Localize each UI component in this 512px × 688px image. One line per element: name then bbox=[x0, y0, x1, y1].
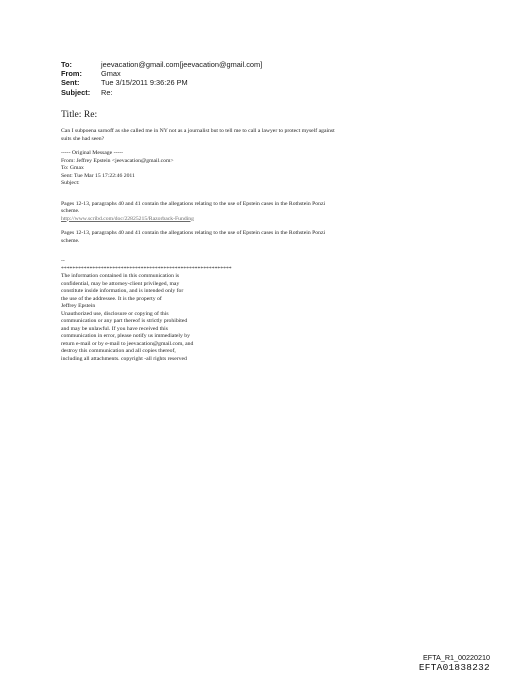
original-sent: Sent: Tue Mar 15 17:22:46 2011 bbox=[61, 172, 135, 179]
disclaimer-line: The information contained in this communication is bbox=[61, 273, 180, 279]
scribd-link[interactable]: http://www.scribd.com/doc/22825215/Razorback-Funding bbox=[61, 215, 194, 222]
disclaimer-line: confidential, may be attorney-client privileged, may bbox=[61, 280, 180, 287]
original-message-header: ----- Original Message ----- bbox=[61, 150, 124, 156]
signature-dash: -- bbox=[61, 258, 65, 264]
sent-label: Sent: bbox=[61, 78, 80, 88]
disclaimer-line: the use of the addressee. It is the property of bbox=[61, 295, 162, 302]
to-row bbox=[61, 60, 262, 69]
from-row bbox=[61, 69, 262, 78]
disclaimer-line: destroy this communication and all copies thereof, bbox=[61, 348, 176, 354]
sent-row bbox=[61, 78, 262, 87]
disclaimer-line: communication in error, please notify us immediately by bbox=[61, 333, 190, 339]
message-title: Title: Re: bbox=[61, 109, 98, 120]
star-divider: ************************************************************ bbox=[61, 265, 232, 272]
subject-label: Subject: bbox=[61, 87, 91, 97]
email-header bbox=[61, 60, 262, 97]
from-value: Gmax bbox=[101, 69, 121, 79]
disclaimer-line: constitute inside information, and is intended only for bbox=[61, 288, 184, 294]
disclaimer-line: including all attachments. copyright -all rights reserved bbox=[61, 355, 187, 362]
to-value: jeevacation@gmail.com[jeevacation@gmail.com] bbox=[101, 60, 263, 69]
question-line-1: Can I subpoena sarnoff as she called me in NY not as a journalist but to tell me to call a lawyer to protect myself against bbox=[61, 128, 335, 134]
disclaimer-line: return e-mail or by e-mail to jeevacation@gmail.com, and bbox=[61, 340, 194, 347]
original-subject: Subject: bbox=[61, 180, 80, 186]
allegation-text-2b: scheme. bbox=[61, 237, 80, 244]
from-label: From: bbox=[61, 69, 82, 79]
original-from: From: Jeffrey Epstein <jeevacation@gmail.com> bbox=[61, 157, 174, 164]
original-to: To: Gmax bbox=[61, 165, 84, 171]
allegation-text-2a: Pages 12-13, paragraphs 40 and 41 contain the allegations relating to the use of Epstein cases in the Rothstein Ponzi bbox=[61, 230, 326, 236]
disclaimer-line: Unauthorized use, disclosure or copying of this bbox=[61, 310, 169, 317]
to-label: To: bbox=[61, 60, 72, 69]
bates-number-2: EFTA01838232 bbox=[418, 662, 490, 673]
subject-value: Re: bbox=[101, 87, 113, 97]
allegation-text-1a: Pages 12-13, paragraphs 40 and 41 contain the allegations relating to the use of Epstein cases in the Rothstein Ponzi bbox=[61, 200, 326, 207]
disclaimer-line: and may be unlawful. If you have received this bbox=[61, 325, 168, 332]
question-line-2: suits she had seen? bbox=[61, 135, 105, 142]
sent-value: Tue 3/15/2011 9:36:26 PM bbox=[101, 78, 188, 88]
disclaimer-line: communication or any part thereof is strictly prohibited bbox=[61, 318, 188, 324]
disclaimer-line: Jeffrey Epstein bbox=[61, 303, 96, 309]
allegation-text-1b: scheme. bbox=[61, 208, 80, 214]
subject-row bbox=[61, 88, 262, 97]
message-body bbox=[61, 128, 461, 363]
bates-number-1: EFTA_R1_00220210 bbox=[423, 653, 490, 662]
